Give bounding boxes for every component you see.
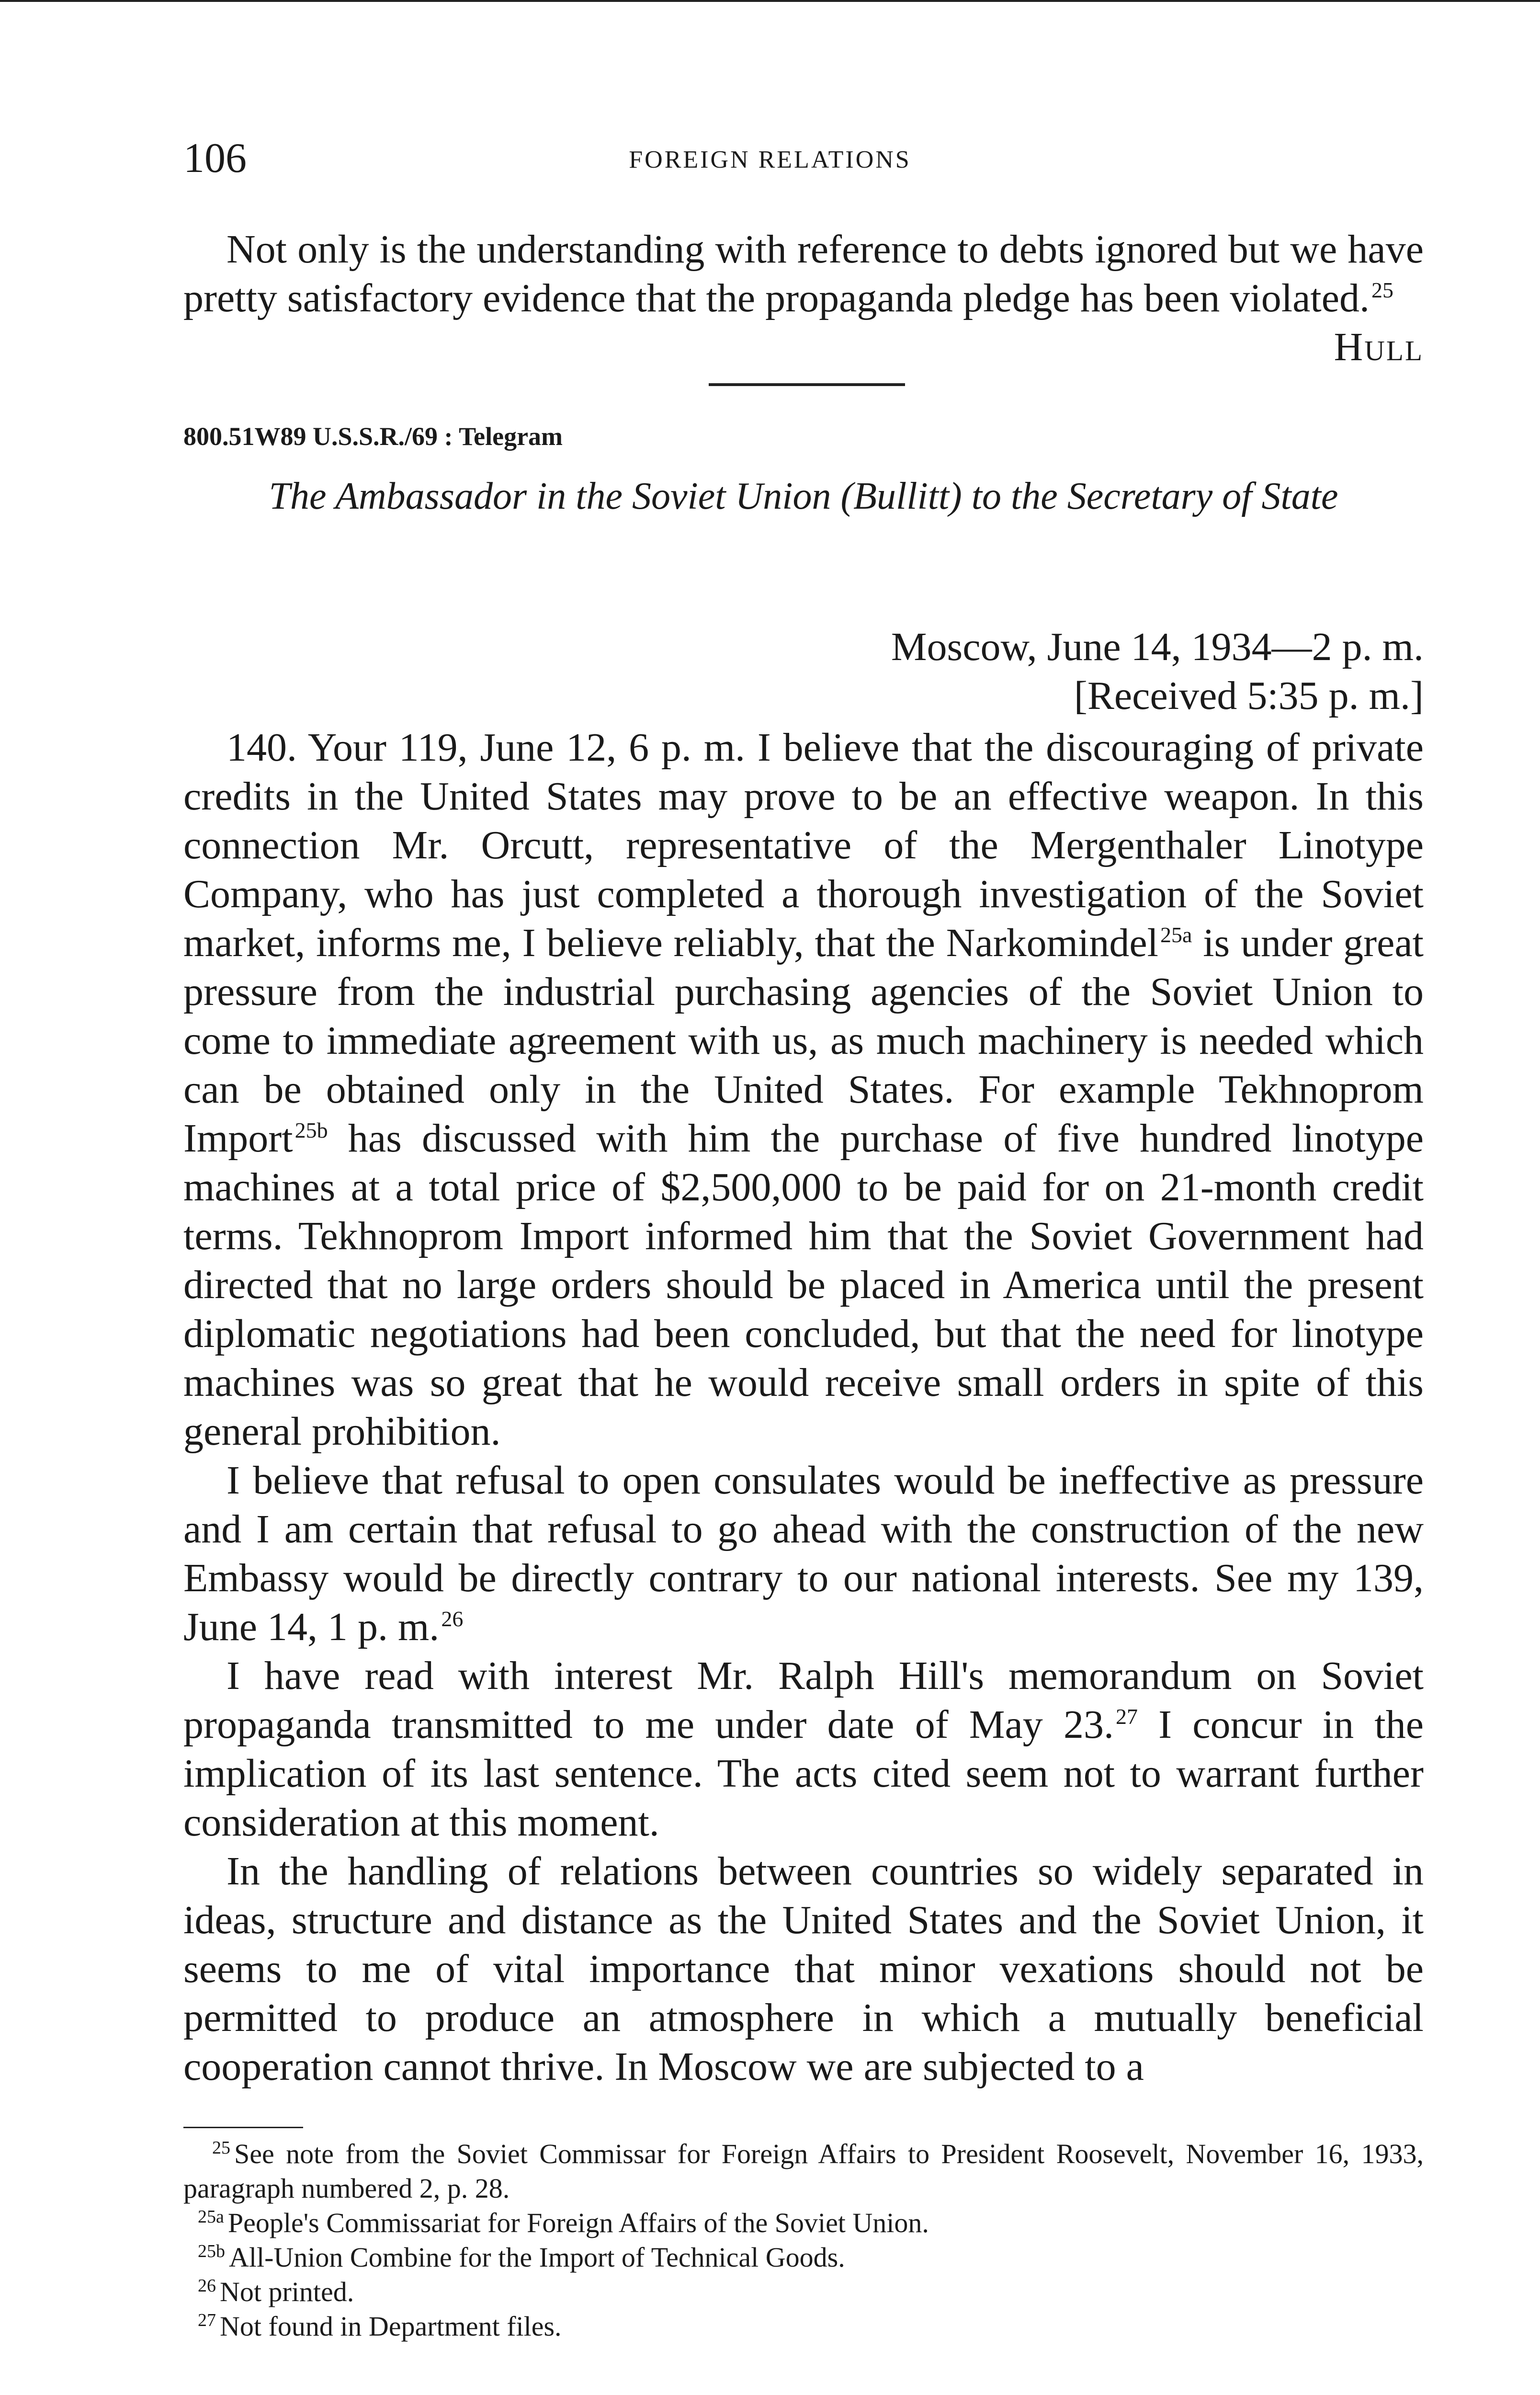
paragraph-1 [183,723,1424,1456]
footnote-mark: 25 [212,2137,230,2158]
file-reference: 800.51W89 U.S.S.R./69 : Telegram [183,422,563,451]
section-divider [709,383,905,386]
p1-text-b: is under great pressure from the industrial purchasing agencies of the Soviet Union to come to immediate agreement with us, as much machinery is needed which can be obtained only in the United States. For example Tekhnoprom Import [183,921,1424,1161]
footnote-mark: 25b [198,2241,225,2261]
running-head: FOREIGN RELATIONS [629,146,911,173]
footnote-26 [183,2275,1424,2309]
telegram-body [183,723,1424,2091]
page-number: 106 [183,135,247,182]
footnote-text: Not found in Department files. [220,2311,562,2342]
signature: Hull [1334,325,1424,369]
footnote-mark: 26 [198,2275,216,2296]
paragraph-4 [183,1847,1424,2091]
footnote-ref-26: 26 [441,1607,464,1631]
footnote-27 [183,2309,1424,2344]
footnote-rule [183,2127,303,2128]
footnote-text: See note from the Soviet Commissar for Foreign Affairs to President Roosevelt, November 16, 1933, paragraph numbered 2, p. 28. [183,2138,1424,2204]
received-time: [Received 5:35 p. m.] [1074,673,1424,718]
document-title: The Ambassador in the Soviet Union (Bullitt) to the Secretary of State [269,475,1338,517]
intro-text: Not only is the understanding with reference to debts ignored but we have pretty satisfactory evidence that the propaganda pledge has been violated. [183,227,1424,320]
footnote-mark: 25a [198,2206,224,2227]
p3-text-a: I have read with interest Mr. Ralph Hill's memorandum on Soviet propaganda transmitted to me under date of May 23. [183,1654,1424,1747]
p1-text-c: has discussed with him the purchase of five hundred linotype machines at a total price of $2,500,000 to be paid for on 21-month credit terms. Tekhnoprom Import informed him that the Soviet Government had directed that no large orders should be placed in America until the present diplomatic negotiations had been concluded, but that the need for linotype machines was so great that he would receive small orders in spite of this general prohibition. [183,1116,1424,1454]
footnote-25b [183,2240,1424,2275]
paragraph-3 [183,1652,1424,1847]
footnote-ref-25a: 25a [1160,923,1192,947]
p3-text-b: I concur in the implication of its last sentence. The acts cited seem not to warrant further consideration at this moment. [183,1702,1424,1845]
footnote-ref-25: 25 [1371,278,1394,302]
footnote-text: People's Commissariat for Foreign Affairs of the Soviet Union. [227,2207,929,2238]
footnote-25 [183,2137,1424,2206]
p2-text: I believe that refusal to open consulates would be ineffective as pressure and I am certain that refusal to go ahead with the construction of the new Embassy would be directly contrary to our national interests. See my 139, June 14, 1 p. m. [183,1458,1424,1649]
intro-paragraph [183,225,1424,369]
page-header [183,134,1357,187]
top-edge-rule [0,0,1540,2]
footnote-mark: 27 [198,2310,216,2330]
footnote-25a [183,2206,1424,2240]
footnote-text: All-Union Combine for the Import of Technical Goods. [229,2242,845,2273]
dateline: Moscow, June 14, 1934—2 p. m. [891,625,1424,669]
p1-text-a: 140. Your 119, June 12, 6 p. m. I believe that the discouraging of private credits in the United States may prove to be an effective weapon. In this connection Mr. Orcutt, representative of the Mergenthaler Linotype Company, who has just completed a thorough investigation of the Soviet market, informs me, I believe reliably, that the Narkomindel [183,725,1424,965]
footnote-ref-27: 27 [1115,1704,1138,1729]
p4-text: In the handling of relations between countries so widely separated in ideas, structure and distance as the United States and the Soviet Union, it seems to me of vital importance that minor vexations should not be permitted to produce an atmosphere in which a mutually beneficial cooperation cannot thrive. In Moscow we are subjected to a [183,1849,1424,2089]
footnote-ref-25b: 25b [294,1118,328,1142]
footnotes [183,2127,1424,2344]
paragraph-2 [183,1456,1424,1652]
footnote-text: Not printed. [220,2276,354,2307]
